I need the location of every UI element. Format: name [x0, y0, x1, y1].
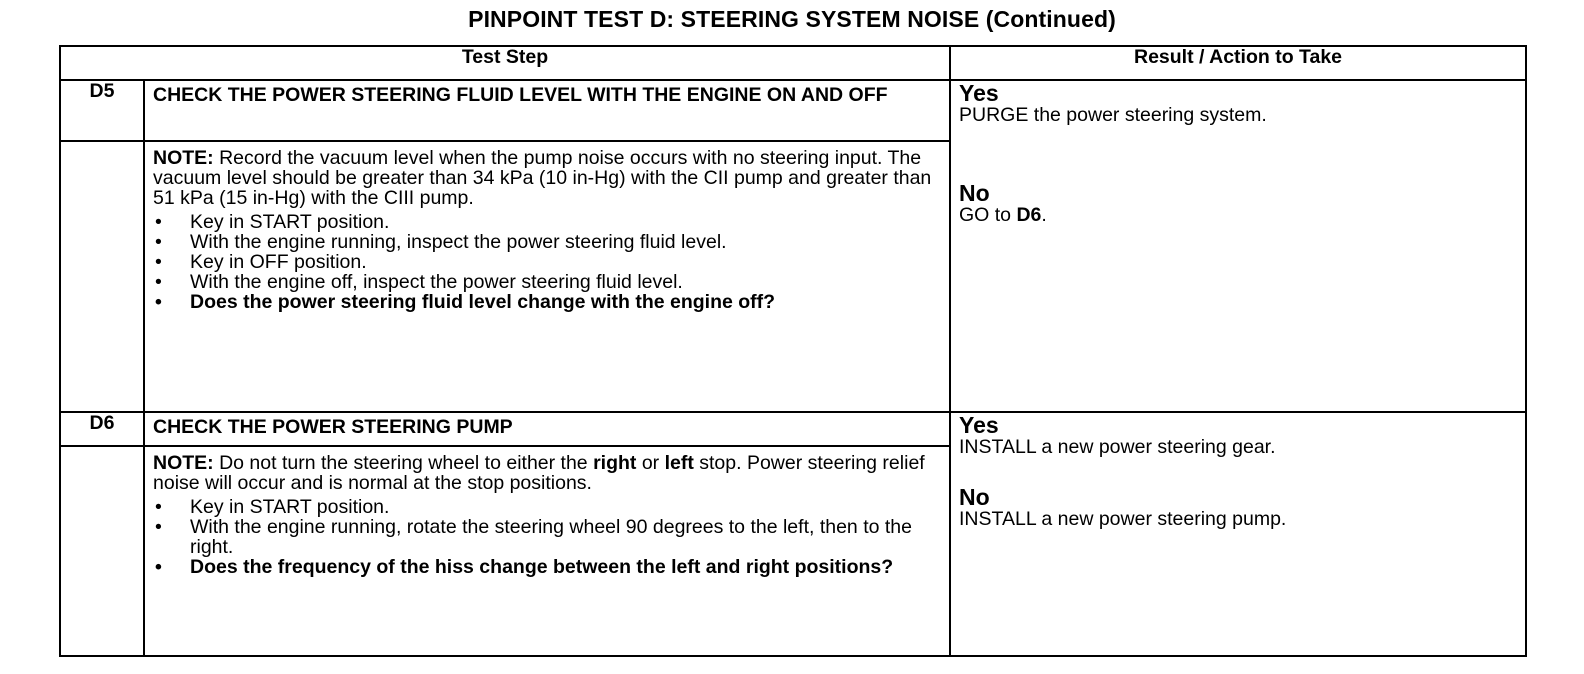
- step-list-d6: [153, 497, 937, 577]
- yes-label-d5: Yes: [959, 80, 999, 106]
- step-heading-d6: CHECK THE POWER STEERING PUMP: [144, 412, 950, 446]
- list-item: • Key in START position.: [155, 211, 390, 233]
- question-d5: • Does the power steering fluid level change with the engine off?: [155, 291, 776, 313]
- yes-action-d6: INSTALL a new power steering gear.: [959, 436, 1276, 459]
- step-heading-d5: CHECK THE POWER STEERING FLUID LEVEL WITH THE ENGINE ON AND OFF: [144, 80, 950, 141]
- result-header: Result / Action to Take: [950, 46, 1526, 80]
- step-body-d5: [144, 141, 950, 412]
- list-item: • With the engine off, inspect the power steering fluid level.: [155, 271, 683, 293]
- page-title: PINPOINT TEST D: STEERING SYSTEM NOISE (Continued): [468, 6, 1116, 32]
- step-row-d6-heading: [60, 412, 1526, 446]
- list-item: • Key in START position.: [155, 496, 390, 519]
- no-action-d6: INSTALL a new power steering pump.: [959, 508, 1287, 531]
- test-step-header: Test Step: [60, 46, 950, 80]
- step-id-d6: D6: [60, 412, 144, 446]
- list-item: • With the engine running, inspect the power steering fluid level.: [155, 231, 727, 253]
- no-label-d6: No: [959, 484, 990, 511]
- yes-label-d6: Yes: [959, 412, 999, 439]
- result-cell-d5: [950, 80, 1526, 412]
- result-cell-d6: [950, 412, 1526, 656]
- list-item: • With the engine running, rotate the steering wheel 90 degrees to the left, then to the right.: [155, 516, 912, 559]
- list-item: • Key in OFF position.: [155, 251, 367, 273]
- step-body-d6: [144, 446, 950, 656]
- no-label-d5: No: [959, 180, 990, 206]
- no-action-d5: GO to D6.: [959, 204, 1047, 226]
- question-d6: • Does the frequency of the hiss change between the left and right positions?: [155, 556, 894, 579]
- step-row-d5-heading: [60, 80, 1526, 141]
- step-link-d6: D6: [1016, 204, 1042, 226]
- header-row: [60, 46, 1526, 80]
- step-id-d5: D5: [60, 80, 144, 141]
- pinpoint-test-table: [59, 45, 1527, 657]
- yes-action-d5: PURGE the power steering system.: [959, 104, 1267, 126]
- step-list-d5: [153, 212, 937, 312]
- note-d6: NOTE: Do not turn the steering wheel to either the right or left stop. Power steering relief noise will occur and is normal at the stop positions.: [153, 452, 925, 495]
- note-d5: NOTE: Record the vacuum level when the pump noise occurs with no steering input. The vacuum level should be greater than 34 kPa (10 in-Hg) with the CII pump and greater than 51 kPa (15 in-Hg) with the CIII pump.: [153, 147, 932, 209]
